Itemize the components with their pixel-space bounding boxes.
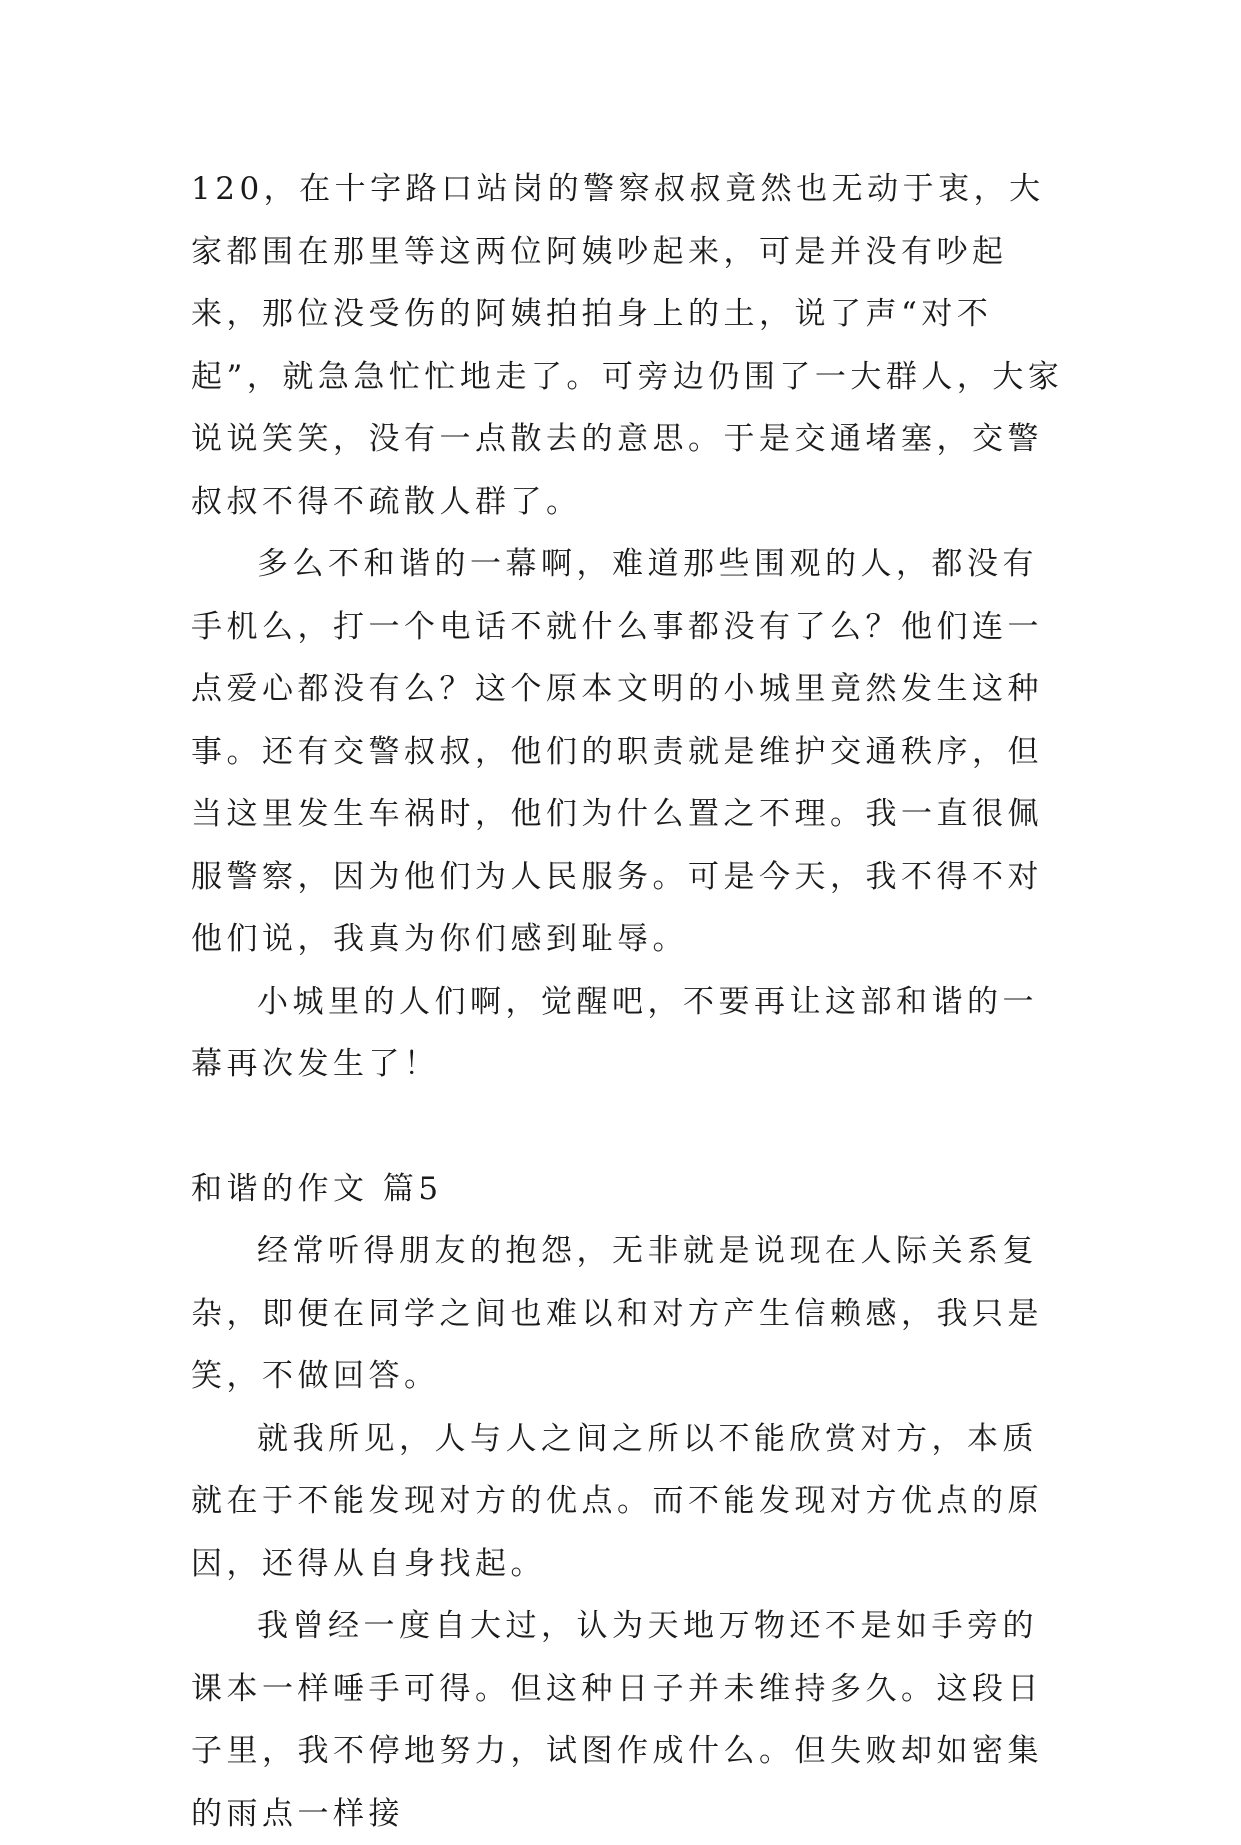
paragraph: 多么不和谐的一幕啊，难道那些围观的人，都没有手机么，打一个电话不就什么事都没有了么？他们连一点爱心都没有么？这个原本文明的小城里竟然发生这种事。还有交警叔叔，他们的职责就是维护交通秩序，但当这里发生车祸时，他们为什么置之不理。我一直很佩服警察，因为他们为人民服务。可是今天，我不得不对他们说，我真为你们感到耻辱。: [191, 546, 1043, 957]
paragraph-continued: 120，在十字路口站岗的警察叔叔竟然也无动于衷，大家都围在那里等这两位阿姨吵起来，可是并没有吵起来，那位没受伤的阿姨拍拍身上的土，说了声“对不起”，就急急忙忙地走了。可旁边仍围了一大群人，大家说说笑笑，没有一点散去的意思。于是交通堵塞，交警叔叔不得不疏散人群了。: [191, 171, 1064, 520]
paragraph: 小城里的人们啊，觉醒吧，不要再让这部和谐的一幕再次发生了！: [191, 983, 1038, 1082]
paragraph: 就我所见，人与人之间之所以不能欣赏对方，本质就在于不能发现对方的优点。而不能发现对方优点的原因，还得从自身找起。: [191, 1420, 1043, 1582]
paragraph: 我曾经一度自大过，认为天地万物还不是如手旁的课本一样唾手可得。但这种日子并未维持多久。这段日子里，我不停地努力，试图作成什么。但失败却如密集的雨点一样接: [191, 1608, 1043, 1832]
paragraph: 经常听得朋友的抱怨，无非就是说现在人际关系复杂，即便在同学之间也难以和对方产生信赖感，我只是笑，不做回答。: [191, 1233, 1043, 1394]
section-gap: [191, 1096, 1071, 1158]
document-body: [191, 158, 1071, 1845]
section-heading: 和谐的作文 篇5: [191, 1170, 443, 1207]
